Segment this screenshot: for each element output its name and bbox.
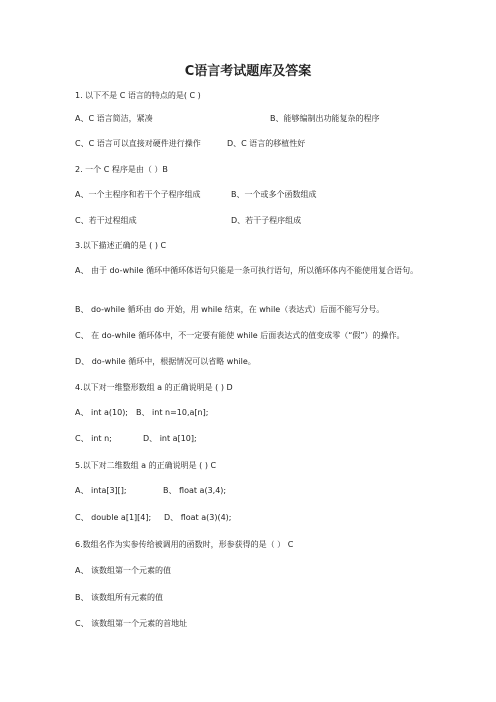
q3-option-b: B、 do-while 循环由 do 开始，用 while 结束，在 while（表达式）后面不能写分号。 [75, 305, 385, 314]
q6-option-b: B、 该数组所有元素的值 [75, 593, 164, 602]
q3-option-c: C、 在 do-while 循环体中，不一定要有能使 while 后面表达式的值变成零（“假”）的操作。 [75, 331, 405, 340]
q5-option-a: A、 inta[3][]; [75, 486, 127, 495]
q4-option-a: A、 int a(10); [75, 408, 129, 417]
q4-option-d: D、 int a[10]; [143, 434, 197, 443]
q5-option-d: D、 float a(3)(4); [164, 513, 232, 522]
q6-stem: 6.数组名作为实参传给被调用的函数时，形参获得的是（ ） C [75, 540, 294, 549]
q3-option-d: D、 do-while 循环中，根据情况可以省略 while。 [75, 357, 256, 366]
q5-option-c: C、 double a[1][4]; [75, 513, 152, 522]
q4-option-c: C、 int n; [75, 434, 112, 443]
q5-stem: 5.以下对二维数组 a 的正确说明是 ( ) C [75, 461, 217, 470]
q3-stem: 3.以下描述正确的是 ( ) C [75, 241, 167, 250]
q2-option-a: A、一个主程序和若干个子程序组成 [75, 190, 201, 199]
page-title: C语言考试题库及答案 [184, 64, 312, 79]
q2-stem: 2. 一个 C 程序是由（ ）B [75, 165, 168, 174]
q6-option-a: A、 该数组第一个元素的值 [75, 566, 172, 575]
q1-stem: 1. 以下不是 C 语言的特点的是( C ) [75, 91, 201, 100]
q2-option-b: B、一个或多个函数组成 [231, 190, 317, 199]
q2-option-d: D、若干子程序组成 [231, 216, 302, 225]
q6-option-c: C、 该数组第一个元素的首地址 [75, 619, 188, 628]
q5-option-b: B、 float a(3,4); [163, 486, 227, 495]
q2-option-c: C、若干过程组成 [75, 216, 137, 225]
q4-option-b: B、 int n=10,a[n]; [136, 408, 209, 417]
q1-option-c: C、C 语言可以直接对硬件进行操作 [75, 139, 201, 148]
q1-option-a: A、C 语言简洁，紧凑 [75, 114, 153, 123]
q1-option-d: D、C 语言的移植性好 [227, 139, 306, 148]
q3-option-a: A、 由于 do-while 循环中循环体语句只能是一条可执行语句，所以循环体内不能使用复合语句。 [75, 266, 419, 275]
q1-option-b: B、能够编制出功能复杂的程序 [270, 114, 380, 123]
q4-stem: 4.以下对一维整形数组 a 的正确说明是 ( ) D [75, 383, 233, 392]
